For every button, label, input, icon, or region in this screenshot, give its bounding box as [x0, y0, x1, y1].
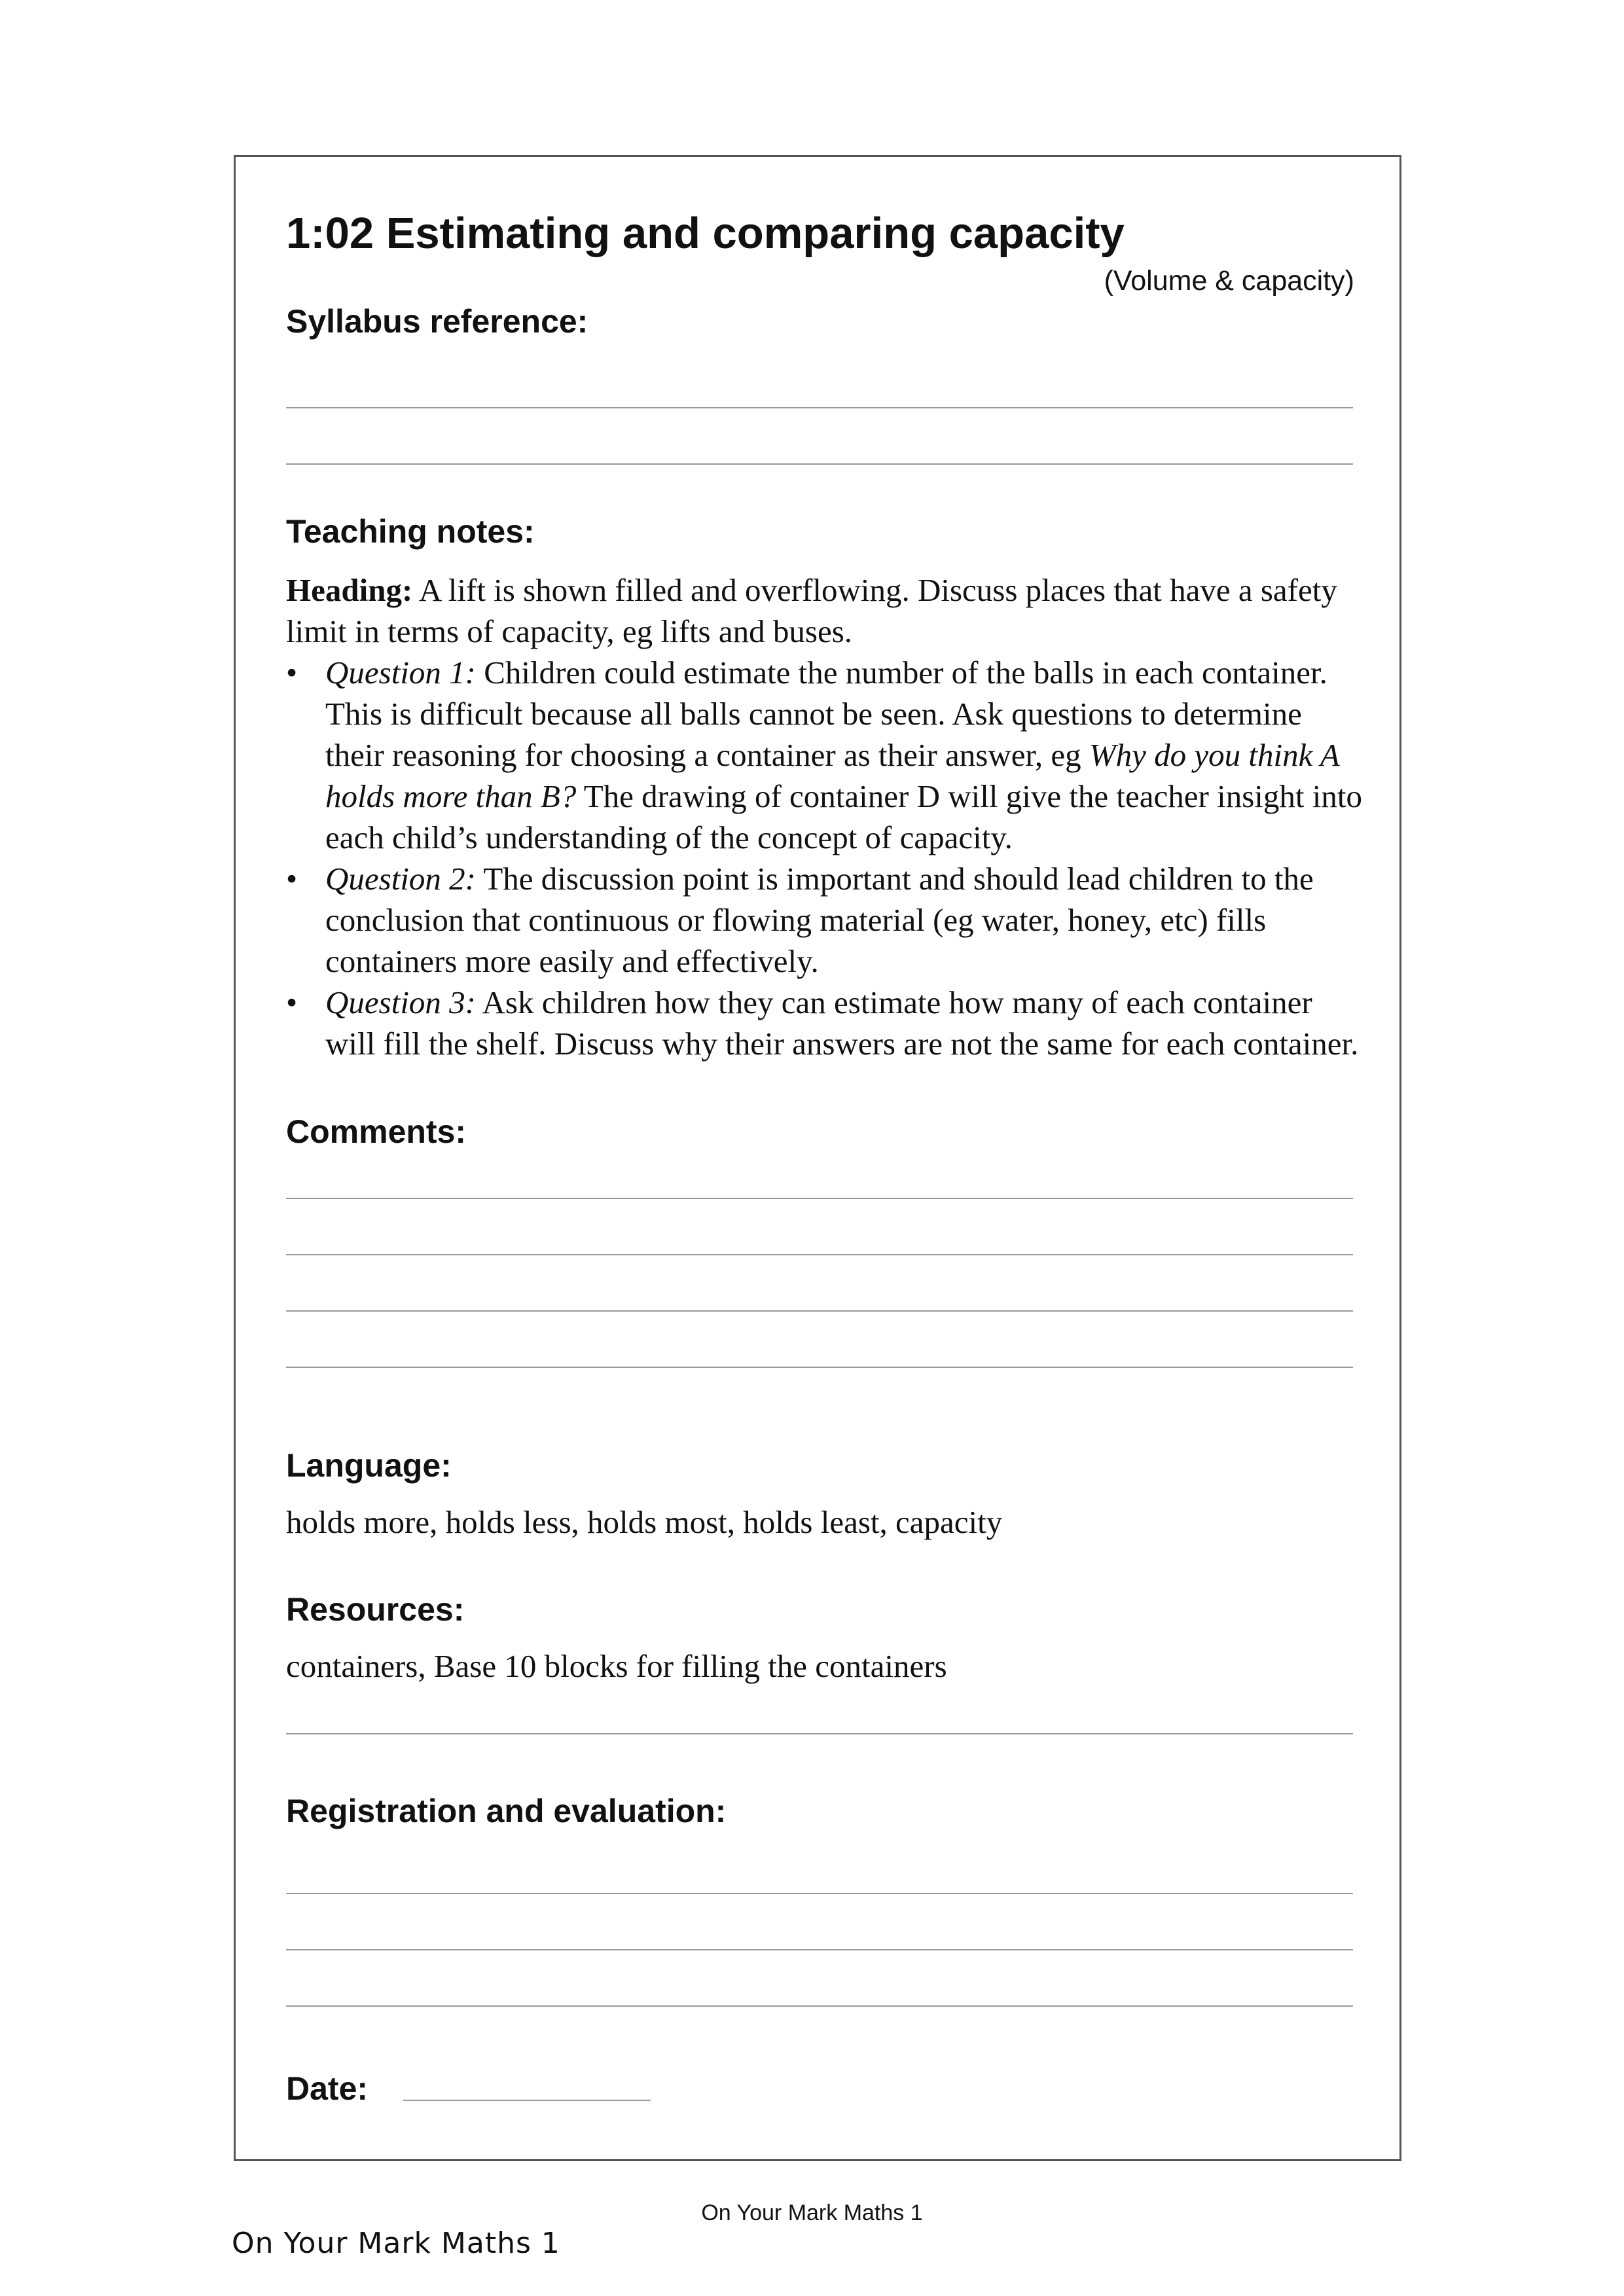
question-2-label: Question 2:	[325, 861, 476, 897]
language-heading: Language:	[286, 1447, 452, 1484]
page-frame	[234, 155, 1401, 2161]
syllabus-line-2	[286, 463, 1353, 465]
question-1-text-a: Children could estimate the number of the balls in each container. This is difficult because all balls cannot be seen. Ask questions to determine their reasoning for choosing a container as their answer, eg	[325, 655, 1327, 773]
registration-line-2	[286, 1949, 1353, 1950]
question-3-note	[286, 982, 1366, 1064]
footer-center-text: On Your Mark Maths 1	[701, 2200, 923, 2225]
resources-text: containers, Base 10 blocks for filling the containers	[286, 1648, 947, 1684]
heading-text: A lift is shown filled and overflowing. Discuss places that have a safety limit in terms of capacity, eg lifts and buses.	[286, 572, 1337, 649]
resources-line	[286, 1733, 1353, 1734]
page-title: 1:02 Estimating and comparing capacity	[286, 209, 1125, 258]
comments-line-3	[286, 1310, 1353, 1312]
question-1-text-b: The drawing of container D will give the teacher insight into each child’s understanding of the concept of capacity.	[325, 778, 1362, 855]
question-3-text: Ask children how they can estimate how many of each container will fill the shelf. Discuss why their answers are not the same for each container.	[325, 984, 1359, 1062]
registration-heading: Registration and evaluation:	[286, 1793, 727, 1829]
registration-line-3	[286, 2005, 1353, 2007]
question-3-label: Question 3:	[325, 984, 476, 1020]
language-text: holds more, holds less, holds most, holds least, capacity	[286, 1504, 1003, 1540]
question-2-text: The discussion point is important and should lead children to the conclusion that continuous or flowing material (eg water, honey, etc) fills containers more easily and effectively.	[325, 861, 1314, 979]
date-label: Date:	[286, 2070, 369, 2107]
comments-line-4	[286, 1367, 1353, 1368]
question-1-note	[286, 652, 1366, 858]
date-line	[403, 2100, 651, 2101]
heading-label: Heading:	[286, 572, 413, 608]
strand-subtitle: (Volume & capacity)	[1104, 265, 1354, 296]
question-1-label: Question 1:	[325, 655, 476, 691]
question-2-note	[286, 858, 1366, 982]
comments-line-2	[286, 1254, 1353, 1255]
registration-line-1	[286, 1893, 1353, 1894]
footer-left-text: On Your Mark Maths 1	[232, 2227, 560, 2260]
comments-heading: Comments:	[286, 1113, 467, 1150]
question-1-italic: Why do you think A holds more than B?	[325, 737, 1339, 814]
teaching-notes-heading: Teaching notes:	[286, 513, 535, 550]
syllabus-line-1	[286, 407, 1353, 408]
syllabus-heading: Syllabus reference:	[286, 303, 588, 340]
heading-note	[286, 569, 1360, 652]
resources-heading: Resources:	[286, 1591, 465, 1628]
question-notes-list	[286, 652, 1366, 1064]
comments-line-1	[286, 1198, 1353, 1199]
